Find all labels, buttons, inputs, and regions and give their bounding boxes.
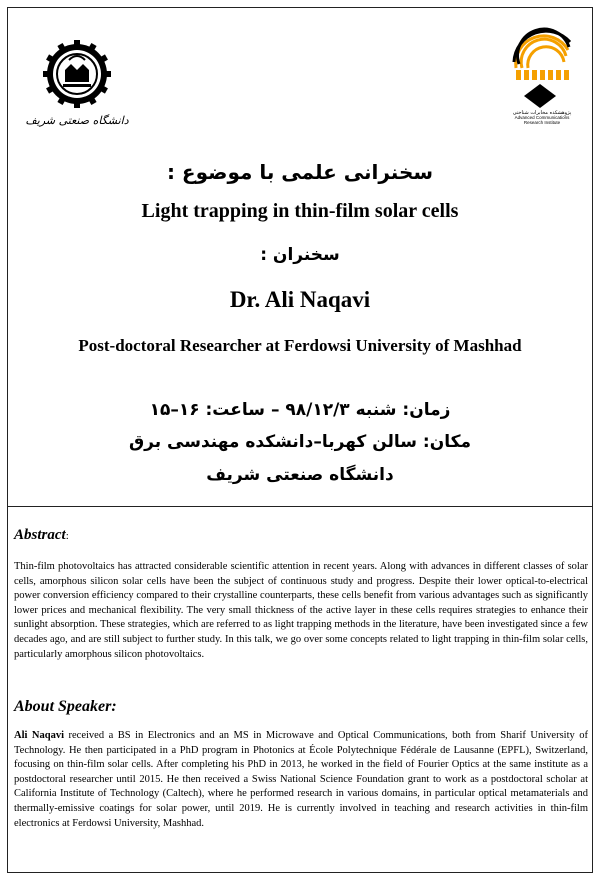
speaker-position: Post-doctoral Researcher at Ferdowsi University of Mashhad — [78, 336, 522, 355]
abstract-heading-text: Abstract — [14, 527, 66, 543]
abstract-heading-colon: : — [65, 530, 69, 542]
event-place: مکان: سالن کهربا–دانشکده مهندسی برق — [128, 432, 472, 452]
sharif-university-logo — [25, 36, 129, 132]
event-university: دانشگاه صنعتی شریف — [206, 465, 394, 485]
acri-caption-fa: پژوهشکده مخابرات شناختی — [512, 110, 572, 116]
about-speaker-name: Ali Naqavi — [14, 730, 65, 741]
about-speaker-heading: About Speaker: — [14, 698, 117, 715]
about-speaker-bio: received a BS in Electronics and an MS in Microwave and Optical Communications, both from Sharif University of Technology. He then participated in a PhD program in Photonics at École Polytechnique Fédérale de Lausanne (EPFL), Switzerland, focusing on thin-film solar cells. After completing his PhD in 2013, he worked in the field of Fourier Optics at the same institute as a postdoctoral researcher until 2015. He then received a Swiss National Science Foundation grant to work as a postdoctoral scholar at California Institute of Technology (Caltech), where he performed research in various domains, in particular optical metamaterials and thermally-emissive coatings for solar power, until 2019. He is currently involved in teaching and research activities in thin-film electronics at Ferdowsi University, Mashhad. — [14, 730, 588, 829]
talk-title: Light trapping in thin-film solar cells — [141, 200, 459, 222]
sharif-logo-caption: دانشگاه صنعتی شریف — [25, 114, 129, 127]
acri-emblem-icon — [510, 28, 574, 124]
speaker-name: Dr. Ali Naqavi — [229, 287, 371, 312]
acri-caption-en-1: Advanced Communications — [514, 115, 570, 120]
section-divider — [8, 506, 592, 507]
abstract-text: Thin-film photovoltaics has attracted considerable scientific attention in recent years. Along with advances in different classes of solar cells, amorphous silicon solar cells have been the subject of continuous study and progress. Despite their lower optical-to-electrical power conversion efficiency compared to their crystalline counterparts, these cells benefit from various advantages such as significantly lower prices and mechanical flexibility. The very small thickness of the active layer in these cells requires strategies to enhance their sunlight absorption. These strategies, which are referred to as light trapping methods in the literature, have been investigated since a few decades ago, and are still subject to further study. In this talk, we go over some concepts related to light trapping in thin-film solar cells, particularly amorphous silicon photovoltaics. — [14, 561, 588, 660]
sharif-emblem-icon — [25, 36, 129, 132]
acri-caption-en-2: Research Institute — [523, 120, 561, 125]
title-persian: سخنرانی علمی با موضوع : — [166, 160, 434, 184]
about-speaker-text — [14, 729, 588, 831]
abstract-heading — [14, 527, 69, 544]
speaker-label-persian: سخنران : — [260, 245, 340, 265]
acri-logo — [510, 28, 574, 124]
event-time: زمان: شنبه ۹۸/۱۲/۳ – ساعت: ۱۶–۱۵ — [149, 400, 451, 420]
